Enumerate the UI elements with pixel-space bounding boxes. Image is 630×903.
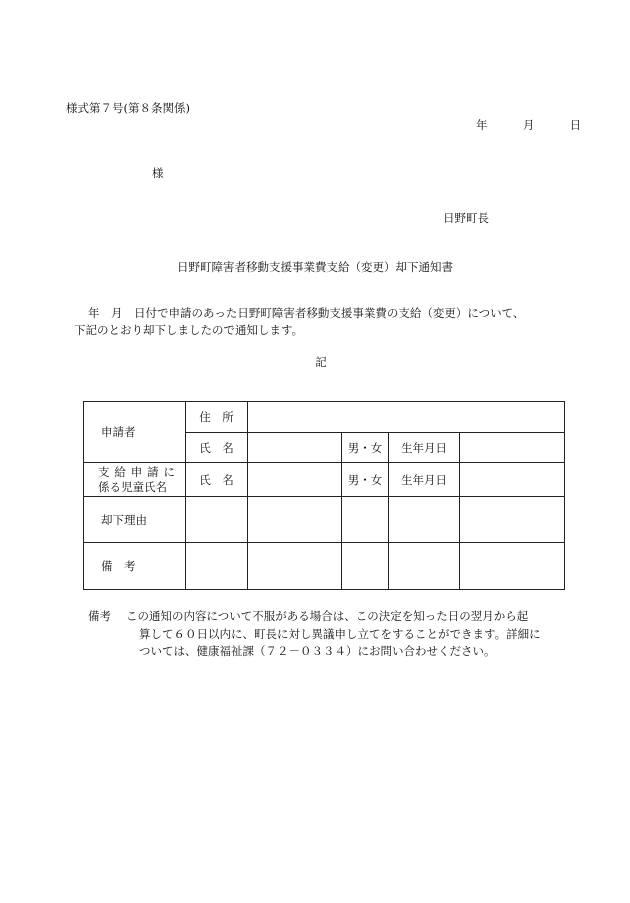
rejection-reason-field-4[interactable] xyxy=(389,497,460,543)
issuer: 日野町長 xyxy=(443,211,489,225)
remarks-note xyxy=(88,608,588,661)
child-birthdate-field[interactable] xyxy=(460,463,565,497)
remarks-field-3[interactable] xyxy=(342,543,389,590)
child-label-line-1: 支給申請に xyxy=(98,464,175,479)
remarks-label: 備 考 xyxy=(84,543,186,590)
child-label xyxy=(84,463,186,497)
child-birthdate-label: 生年月日 xyxy=(389,463,460,497)
body-line-1: 年 月 日付で申請のあった日野町障害者移動支援事業費の支給（変更）について、 xyxy=(88,306,525,320)
child-name-label: 氏 名 xyxy=(186,463,248,497)
remarks-field-4[interactable] xyxy=(389,543,460,590)
table-row xyxy=(84,543,565,590)
table-row xyxy=(84,402,565,433)
rejection-reason-field-2[interactable] xyxy=(248,497,342,543)
table-row xyxy=(84,497,565,543)
sex-option[interactable]: 男・女 xyxy=(342,433,389,463)
table-row xyxy=(84,463,565,497)
name-field[interactable] xyxy=(248,433,342,463)
child-name-field[interactable] xyxy=(248,463,342,497)
birthdate-label: 生年月日 xyxy=(389,433,460,463)
address-label: 住 所 xyxy=(186,402,248,433)
application-table xyxy=(83,401,565,590)
remarks-field-5[interactable] xyxy=(460,543,565,590)
birthdate-field[interactable] xyxy=(460,433,565,463)
rejection-reason-label: 却下理由 xyxy=(84,497,186,543)
address-field[interactable] xyxy=(248,402,565,433)
name-label: 氏 名 xyxy=(186,433,248,463)
remarks-field-1[interactable] xyxy=(186,543,248,590)
applicant-label: 申請者 xyxy=(84,402,186,463)
remarks-note-line-2: 算して６０日以内に、町長に対し異議申し立てをすることができます。詳細に xyxy=(139,626,541,641)
rejection-reason-field-5[interactable] xyxy=(460,497,565,543)
rejection-reason-field-1[interactable] xyxy=(186,497,248,543)
form-number: 様式第７号(第８条関係) xyxy=(66,101,190,115)
remarks-note-line-3: ついては、健康福祉課（７２－０３３４）にお問い合わせください。 xyxy=(139,644,496,658)
child-sex-option[interactable]: 男・女 xyxy=(342,463,389,497)
date-line xyxy=(476,117,581,133)
date-year-label: 年 xyxy=(476,118,488,132)
addressee-suffix: 様 xyxy=(152,166,164,180)
remarks-note-heading: 備考 xyxy=(88,609,111,623)
date-month-label: 月 xyxy=(522,118,535,132)
remarks-field-2[interactable] xyxy=(248,543,342,590)
child-label-line-2: 係る児童氏名 xyxy=(98,479,167,494)
document-title: 日野町障害者移動支援事業費支給（変更）却下通知書 xyxy=(177,260,453,274)
body-line-2: 下記のとおり却下しましたので通知します。 xyxy=(74,323,304,337)
date-day-label: 日 xyxy=(569,118,582,132)
remarks-note-line-1: この通知の内容について不服がある場合は、この決定を知った日の翌月から起 xyxy=(126,609,529,623)
ki-heading: 記 xyxy=(315,355,327,369)
rejection-reason-field-3[interactable] xyxy=(342,497,389,543)
body-text xyxy=(74,305,584,339)
